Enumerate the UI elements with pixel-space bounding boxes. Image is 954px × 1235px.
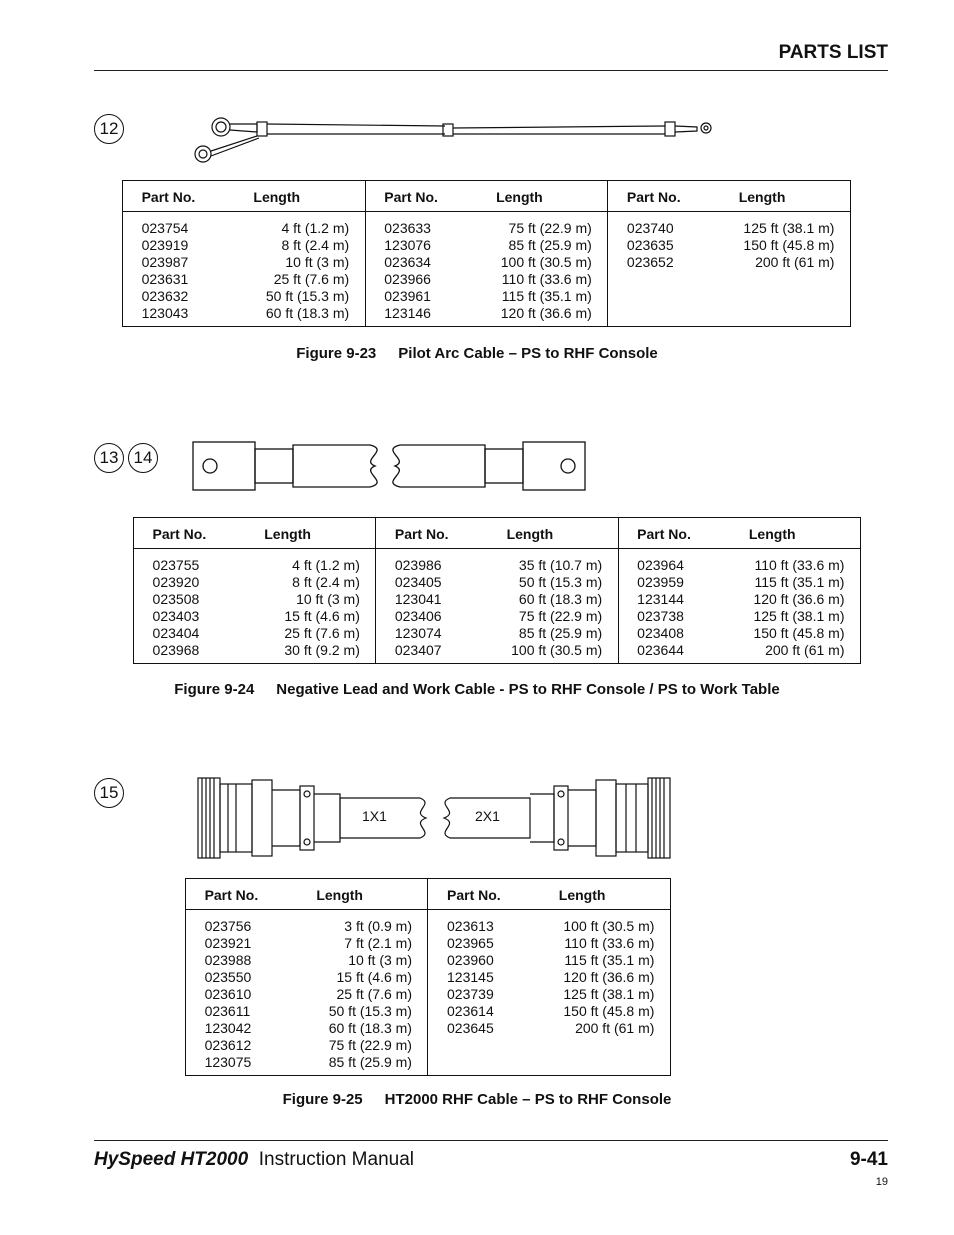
header-rule <box>94 70 888 71</box>
part-number <box>627 271 709 288</box>
part-number: 023635 <box>626 237 674 253</box>
part-number: 023739 <box>447 986 494 1002</box>
col-header-part: Part No. <box>153 518 235 549</box>
col-header-length: Length <box>529 879 655 910</box>
cable-length <box>529 1054 655 1076</box>
cable-length: 15 ft (4.6 m) <box>336 969 412 985</box>
cable-length: 115 ft (35.1 m) <box>754 574 845 590</box>
col-header-length: Length <box>477 518 603 549</box>
part-number: 023632 <box>141 288 189 304</box>
part-number: 123074 <box>394 625 442 641</box>
part-number: 023964 <box>637 557 684 573</box>
part-number: 023404 <box>152 625 200 641</box>
cable-length: 50 ft (15.3 m) <box>265 288 350 304</box>
part-number: 023919 <box>141 237 189 253</box>
part-number: 023408 <box>637 625 684 641</box>
cable-length: 85 ft (25.9 m) <box>328 1054 412 1070</box>
part-number <box>447 1054 529 1076</box>
part-number: 023407 <box>394 642 442 658</box>
figure-caption: Figure 9-25 HT2000 RHF Cable – PS to RHF Console <box>282 1091 672 1108</box>
table-row <box>123 254 851 271</box>
part-number: 023610 <box>204 986 252 1002</box>
part-number: 023405 <box>394 574 442 590</box>
sheet-number: 19 <box>875 1176 888 1188</box>
part-number: 023987 <box>141 254 189 270</box>
table-row <box>123 212 851 238</box>
part-number: 123144 <box>637 591 684 607</box>
part-number: 023633 <box>384 220 431 236</box>
part-number: 023614 <box>447 1003 494 1019</box>
cable-length: 35 ft (10.7 m) <box>518 557 603 573</box>
col-header-part: Part No. <box>627 181 709 212</box>
cable-length: 125 ft (38.1 m) <box>563 986 655 1002</box>
part-number: 023403 <box>152 608 200 624</box>
cable-length: 110 ft (33.6 m) <box>564 935 655 951</box>
section-title: PARTS LIST <box>778 42 888 63</box>
table-row <box>186 969 671 986</box>
figure-caption: Figure 9-24 Negative Lead and Work Cable - PS to RHF Console / PS to Work Table <box>174 681 780 698</box>
col-header-part: Part No. <box>447 879 529 910</box>
footer-manual-title: HySpeed HT2000 Instruction Manual <box>94 1149 414 1170</box>
page-number: 9-41 <box>849 1149 888 1170</box>
part-number: 023986 <box>394 557 442 573</box>
item-number: 14 <box>128 443 158 473</box>
col-header-part: Part No. <box>142 181 224 212</box>
table-row <box>186 952 671 969</box>
cable-length: 25 ft (7.6 m) <box>336 986 412 1002</box>
cable-length: 75 ft (22.9 m) <box>508 220 592 236</box>
cable-length: 60 ft (18.3 m) <box>328 1020 412 1036</box>
table-row <box>123 237 851 254</box>
part-number: 023631 <box>141 271 189 287</box>
table-row <box>186 986 671 1003</box>
cable-length: 100 ft (30.5 m) <box>511 642 603 658</box>
connector-label: 1X1 <box>362 808 387 824</box>
table-row <box>134 549 861 575</box>
table-row <box>134 642 861 664</box>
part-number: 023550 <box>204 969 252 985</box>
part-number: 123146 <box>384 305 431 321</box>
part-number: 023988 <box>204 952 252 968</box>
cable-length: 100 ft (30.5 m) <box>563 918 655 934</box>
cable-length: 120 ft (36.6 m) <box>563 969 655 985</box>
col-header-length: Length <box>719 518 845 549</box>
parts-table <box>185 878 671 1076</box>
part-number <box>627 288 709 305</box>
table-row <box>186 1003 671 1020</box>
table-row <box>123 271 851 288</box>
table-row <box>186 935 671 952</box>
cable-length: 8 ft (2.4 m) <box>292 574 360 590</box>
negative-lead-cable-drawing <box>190 438 590 494</box>
cable-length: 100 ft (30.5 m) <box>500 254 592 270</box>
part-number: 123041 <box>394 591 442 607</box>
cable-length: 200 ft (61 m) <box>755 254 835 270</box>
pilot-arc-cable-drawing <box>185 110 725 170</box>
connector-label: 2X1 <box>475 808 500 824</box>
cable-length: 115 ft (35.1 m) <box>501 288 592 304</box>
item-number: 15 <box>94 778 124 808</box>
cable-length <box>709 271 835 288</box>
part-number: 023612 <box>204 1037 252 1053</box>
cable-length: 75 ft (22.9 m) <box>518 608 603 624</box>
part-number: 023508 <box>152 591 200 607</box>
part-number: 023921 <box>204 935 252 951</box>
cable-length: 15 ft (4.6 m) <box>284 608 360 624</box>
part-number: 023645 <box>447 1020 494 1036</box>
table-row <box>134 574 861 591</box>
figure-caption: Figure 9-23 Pilot Arc Cable – PS to RHF Console <box>296 345 658 362</box>
table-row <box>134 625 861 642</box>
cable-length: 85 ft (25.9 m) <box>508 237 592 253</box>
cable-length: 25 ft (7.6 m) <box>273 271 350 287</box>
part-number: 023920 <box>152 574 200 590</box>
col-header-length: Length <box>286 879 412 910</box>
table-row <box>186 1054 671 1076</box>
part-number: 023754 <box>141 220 189 236</box>
cable-length: 10 ft (3 m) <box>348 952 412 968</box>
cable-length: 110 ft (33.6 m) <box>754 557 845 573</box>
cable-length: 50 ft (15.3 m) <box>328 1003 412 1019</box>
col-header-length: Length <box>234 518 360 549</box>
parts-table <box>122 180 851 327</box>
cable-length <box>529 1037 655 1054</box>
part-number: 023613 <box>447 918 494 934</box>
cable-length: 200 ft (61 m) <box>575 1020 655 1036</box>
table-row <box>134 591 861 608</box>
col-header-length: Length <box>466 181 592 212</box>
cable-length: 50 ft (15.3 m) <box>518 574 603 590</box>
cable-length: 110 ft (33.6 m) <box>501 271 592 287</box>
part-number: 023611 <box>204 1003 251 1019</box>
part-number <box>447 1037 529 1054</box>
part-number: 023965 <box>447 935 494 951</box>
cable-length: 150 ft (45.8 m) <box>743 237 835 253</box>
part-number: 023406 <box>394 608 442 624</box>
cable-length: 125 ft (38.1 m) <box>743 220 835 236</box>
table-row <box>186 1020 671 1037</box>
cable-length: 7 ft (2.1 m) <box>344 935 412 951</box>
cable-length: 85 ft (25.9 m) <box>518 625 603 641</box>
parts-table <box>133 517 861 664</box>
rhf-cable-drawing <box>190 772 680 864</box>
part-number: 023959 <box>637 574 684 590</box>
cable-length: 75 ft (22.9 m) <box>328 1037 412 1053</box>
col-header-length: Length <box>709 181 835 212</box>
table-row <box>186 910 671 936</box>
part-number: 123075 <box>204 1054 252 1070</box>
item-number: 13 <box>94 443 124 473</box>
cable-length: 10 ft (3 m) <box>285 254 350 270</box>
col-header-length: Length <box>223 181 349 212</box>
part-number: 123042 <box>204 1020 252 1036</box>
part-number: 023652 <box>626 254 674 270</box>
part-number: 023634 <box>384 254 431 270</box>
cable-length: 25 ft (7.6 m) <box>284 625 360 641</box>
part-number: 023756 <box>204 918 252 934</box>
cable-length: 125 ft (38.1 m) <box>753 608 845 624</box>
part-number: 023738 <box>637 608 684 624</box>
table-row <box>186 1037 671 1054</box>
table-row <box>134 608 861 625</box>
part-number: 123076 <box>384 237 431 253</box>
part-number: 023968 <box>152 642 200 658</box>
part-number: 023966 <box>384 271 431 287</box>
cable-length: 30 ft (9.2 m) <box>284 642 360 658</box>
col-header-part: Part No. <box>384 181 466 212</box>
cable-length: 200 ft (61 m) <box>765 642 845 658</box>
cable-length: 115 ft (35.1 m) <box>564 952 655 968</box>
cable-length: 8 ft (2.4 m) <box>281 237 350 253</box>
col-header-part: Part No. <box>205 879 287 910</box>
item-number: 12 <box>94 114 124 144</box>
cable-length: 120 ft (36.6 m) <box>753 591 845 607</box>
part-number: 123145 <box>447 969 494 985</box>
part-number: 023960 <box>447 952 494 968</box>
footer-rule <box>94 1140 888 1141</box>
cable-length: 150 ft (45.8 m) <box>753 625 845 641</box>
cable-length: 10 ft (3 m) <box>296 591 360 607</box>
cable-length: 60 ft (18.3 m) <box>518 591 603 607</box>
cable-length: 120 ft (36.6 m) <box>500 305 592 321</box>
part-number: 023755 <box>152 557 200 573</box>
part-number: 023644 <box>637 642 684 658</box>
cable-length: 3 ft (0.9 m) <box>344 918 412 934</box>
cable-length: 150 ft (45.8 m) <box>563 1003 655 1019</box>
col-header-part: Part No. <box>637 518 719 549</box>
cable-length: 4 ft (1.2 m) <box>292 557 360 573</box>
col-header-part: Part No. <box>395 518 477 549</box>
table-row <box>123 288 851 305</box>
part-number <box>627 305 709 327</box>
cable-length: 60 ft (18.3 m) <box>265 305 350 321</box>
part-number: 123043 <box>141 305 189 321</box>
cable-length: 4 ft (1.2 m) <box>281 220 350 236</box>
part-number: 023740 <box>626 220 674 236</box>
cable-length <box>709 288 835 305</box>
table-row <box>123 305 851 327</box>
part-number: 023961 <box>384 288 431 304</box>
cable-length <box>709 305 835 327</box>
